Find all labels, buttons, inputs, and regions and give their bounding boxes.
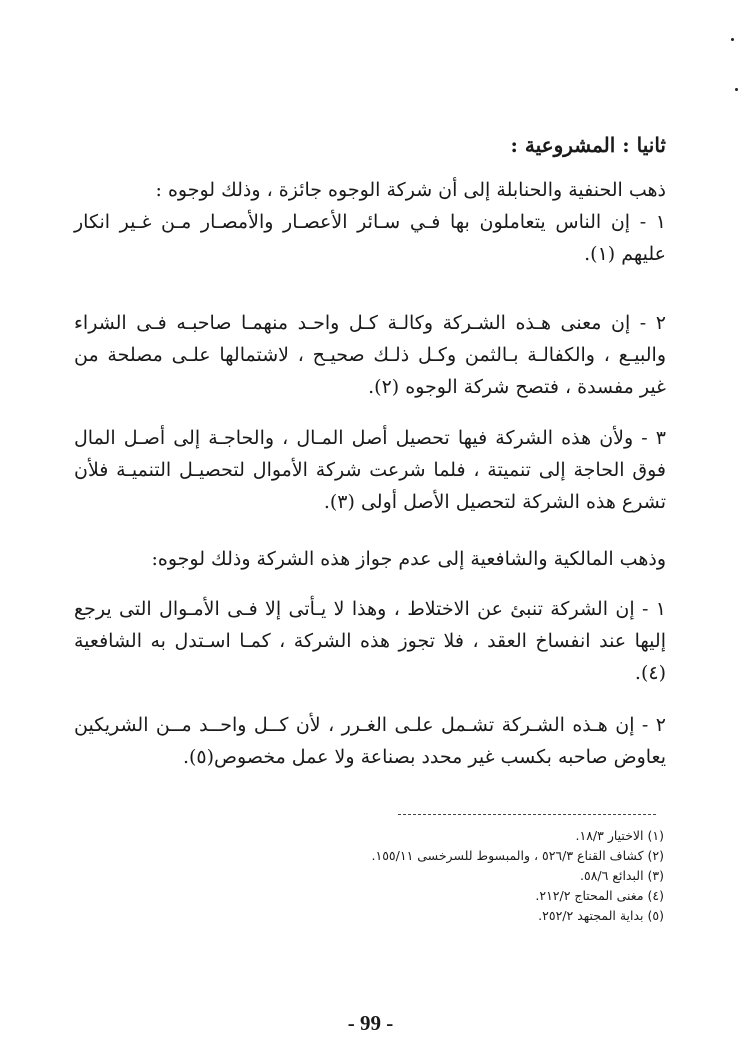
pro-reason-2-block	[74, 307, 666, 403]
con-reason-1: ١ - إن الشركة تنبئ عن الاختلاط ، وهذا لا يـأتى إلا فـى الأمـوال التى يرجع إليها عند انفساخ العقد ، فلا تجوز هذه الشركة ، كمـا اسـتدل به الشافعية (٤).	[74, 598, 666, 684]
pro-reason-2: ٢ - إن معنى هـذه الشـركة وكالـة كـل واحـد منهمـا صاحبـه فـى الشراء والبيـع ، والكفالـة بـالثمن وكـل ذلـك صحيـح ، لاشتمالها علـى مصلحة من غير مفسدة ، فتصح شركة الوجوه (٢).	[74, 312, 666, 398]
footnote-5: (٥) بداية المجتهد ٢٥٢/٢.	[538, 908, 664, 923]
footnote-4: (٤) مغنى المحتاج ٢١٢/٢.	[535, 888, 664, 903]
pro-intro: ذهب الحنفية والحنابلة إلى أن شركة الوجوه جائزة ، وذلك لوجوه :	[155, 179, 666, 201]
footnotes	[300, 826, 664, 926]
footnote-2: (٢) كشاف القناع ٥٢٦/٣ ، والمبسوط للسرخسى ١٥٥/١١.	[371, 848, 664, 863]
con-reason-2-block	[74, 709, 666, 773]
pro-reason-3-block	[74, 422, 666, 518]
footnote-1: (١) الاختيار ١٨/٣.	[575, 828, 664, 843]
con-reason-2: ٢ - إن هـذه الشـركة تشـمل علـى الغـرر ، لأن كــل واحــد مــن الشريكين يعاوض صاحبه بكسب غير محدد بصناعة ولا عمل مخصوص(٥).	[74, 714, 666, 768]
footnote-separator	[398, 814, 656, 815]
con-intro-block	[74, 543, 666, 575]
con-reason-1-block	[74, 593, 666, 689]
footnote-3: (٣) البدائع ٥٨/٦.	[580, 868, 664, 883]
margin-mark	[731, 38, 734, 41]
pro-reason-3: ٣ - ولأن هذه الشركة فيها تحصيل أصل المـال ، والحاجـة إلى أصـل المال فوق الحاجة إلى تنميتة ، فلما شرعت شركة الأموال لتحصيـل التنميـة فلأن تشرع هذه الشركة لتحصيل الأصل أولى (٣).	[74, 427, 666, 513]
pro-section	[74, 174, 666, 270]
margin-mark	[735, 88, 738, 91]
con-intro: وذهب المالكية والشافعية إلى عدم جواز هذه الشركة وذلك لوجوه:	[151, 548, 666, 570]
page-number: - 99 -	[347, 1011, 394, 1035]
pro-reason-1: ١ - إن الناس يتعاملون بها فـي سـائر الأعصـار والأمصـار مـن غـير انكار عليهم (١).	[74, 211, 666, 265]
section-heading-block	[74, 129, 666, 161]
section-heading: ثانيا : المشروعية :	[510, 133, 666, 157]
